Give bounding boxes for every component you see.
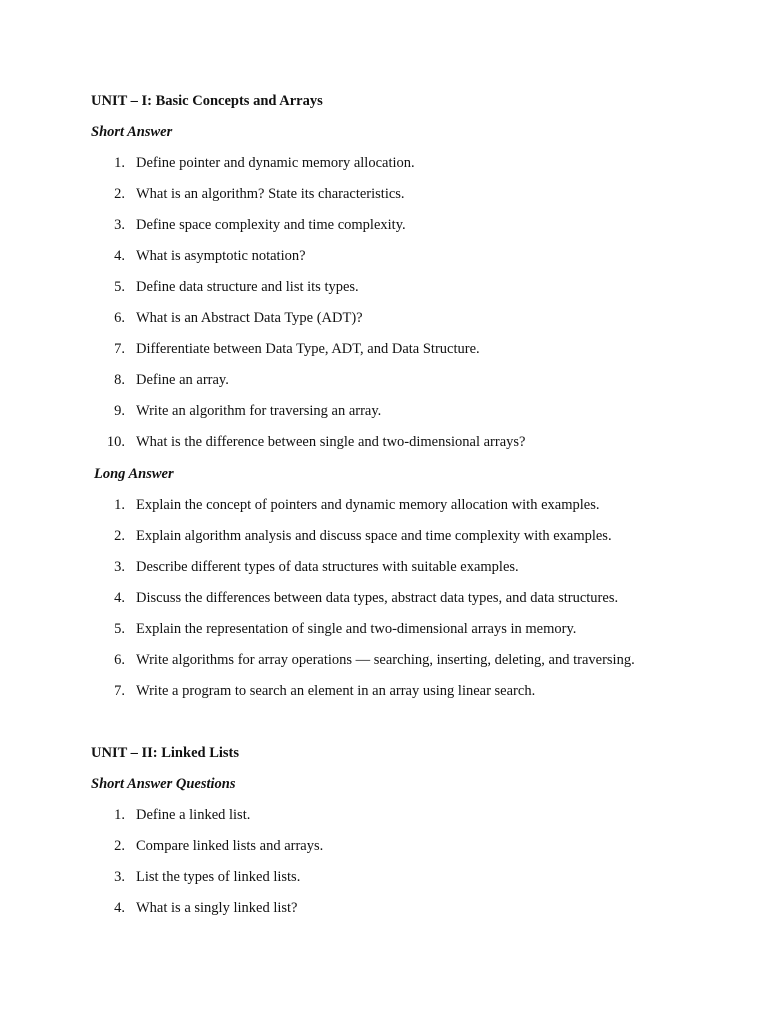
list-item-text: List the types of linked lists. — [136, 869, 301, 885]
list-item-text: What is asymptotic notation? — [136, 248, 306, 264]
list-item-text: What is an Abstract Data Type (ADT)? — [136, 310, 363, 326]
unit2-short-answer-heading: Short Answer Questions — [91, 776, 236, 792]
list-item-text: Define data structure and list its types. — [136, 279, 359, 295]
list-item-number: 3. — [114, 869, 125, 885]
list-item-text: Differentiate between Data Type, ADT, and Data Structure. — [136, 341, 480, 357]
list-item-text: Discuss the differences between data types, abstract data types, and data structures. — [136, 590, 619, 606]
list-item-number: 4. — [114, 590, 125, 606]
list-item-text: Explain the concept of pointers and dynamic memory allocation with examples. — [136, 497, 600, 513]
list-item-number: 3. — [114, 217, 125, 233]
list-item-text: Write a program to search an element in an array using linear search. — [136, 683, 536, 699]
list-item-number: 2. — [114, 838, 125, 854]
list-item-number: 3. — [114, 559, 125, 575]
list-item-number: 7. — [114, 341, 125, 357]
list-item-number: 4. — [114, 248, 125, 264]
list-item-text: What is a singly linked list? — [136, 900, 298, 916]
list-item-text: Define an array. — [136, 372, 229, 388]
list-item-number: 10. — [106, 434, 125, 450]
list-item-number: 4. — [114, 900, 125, 916]
unit1-long-answer-heading: Long Answer — [94, 466, 174, 482]
list-item-number: 2. — [114, 528, 125, 544]
list-item-text: What is the difference between single and two-dimensional arrays? — [136, 434, 526, 450]
list-item-text: Compare linked lists and arrays. — [136, 838, 324, 854]
list-item-text: Define a linked list. — [136, 807, 251, 823]
list-item-number: 8. — [114, 372, 125, 388]
list-item-text: Write algorithms for array operations — searching, inserting, deleting, and traversing. — [136, 652, 635, 668]
list-item-text: Explain the representation of single and two-dimensional arrays in memory. — [136, 621, 577, 637]
list-item-number: 1. — [114, 807, 125, 823]
list-item-number: 5. — [114, 279, 125, 295]
list-item-number: 9. — [114, 403, 125, 419]
unit1-short-answer-heading: Short Answer — [91, 124, 173, 140]
list-item-number: 2. — [114, 186, 125, 202]
list-item-number: 6. — [114, 652, 125, 668]
list-item-text: Explain algorithm analysis and discuss space and time complexity with examples. — [136, 528, 612, 544]
unit1-title: UNIT – I: Basic Concepts and Arrays — [91, 93, 323, 109]
list-item-number: 1. — [114, 497, 125, 513]
list-item-number: 1. — [114, 155, 125, 171]
list-item-number: 6. — [114, 310, 125, 326]
list-item-text: Write an algorithm for traversing an array. — [136, 403, 382, 419]
list-item-number: 7. — [114, 683, 125, 699]
list-item-text: Define space complexity and time complexity. — [136, 217, 406, 233]
list-item-number: 5. — [114, 621, 125, 637]
list-item-text: What is an algorithm? State its characteristics. — [136, 186, 405, 202]
list-item-text: Define pointer and dynamic memory allocation. — [136, 155, 415, 171]
list-item-text: Describe different types of data structures with suitable examples. — [136, 559, 519, 575]
unit2-title: UNIT – II: Linked Lists — [91, 745, 240, 761]
